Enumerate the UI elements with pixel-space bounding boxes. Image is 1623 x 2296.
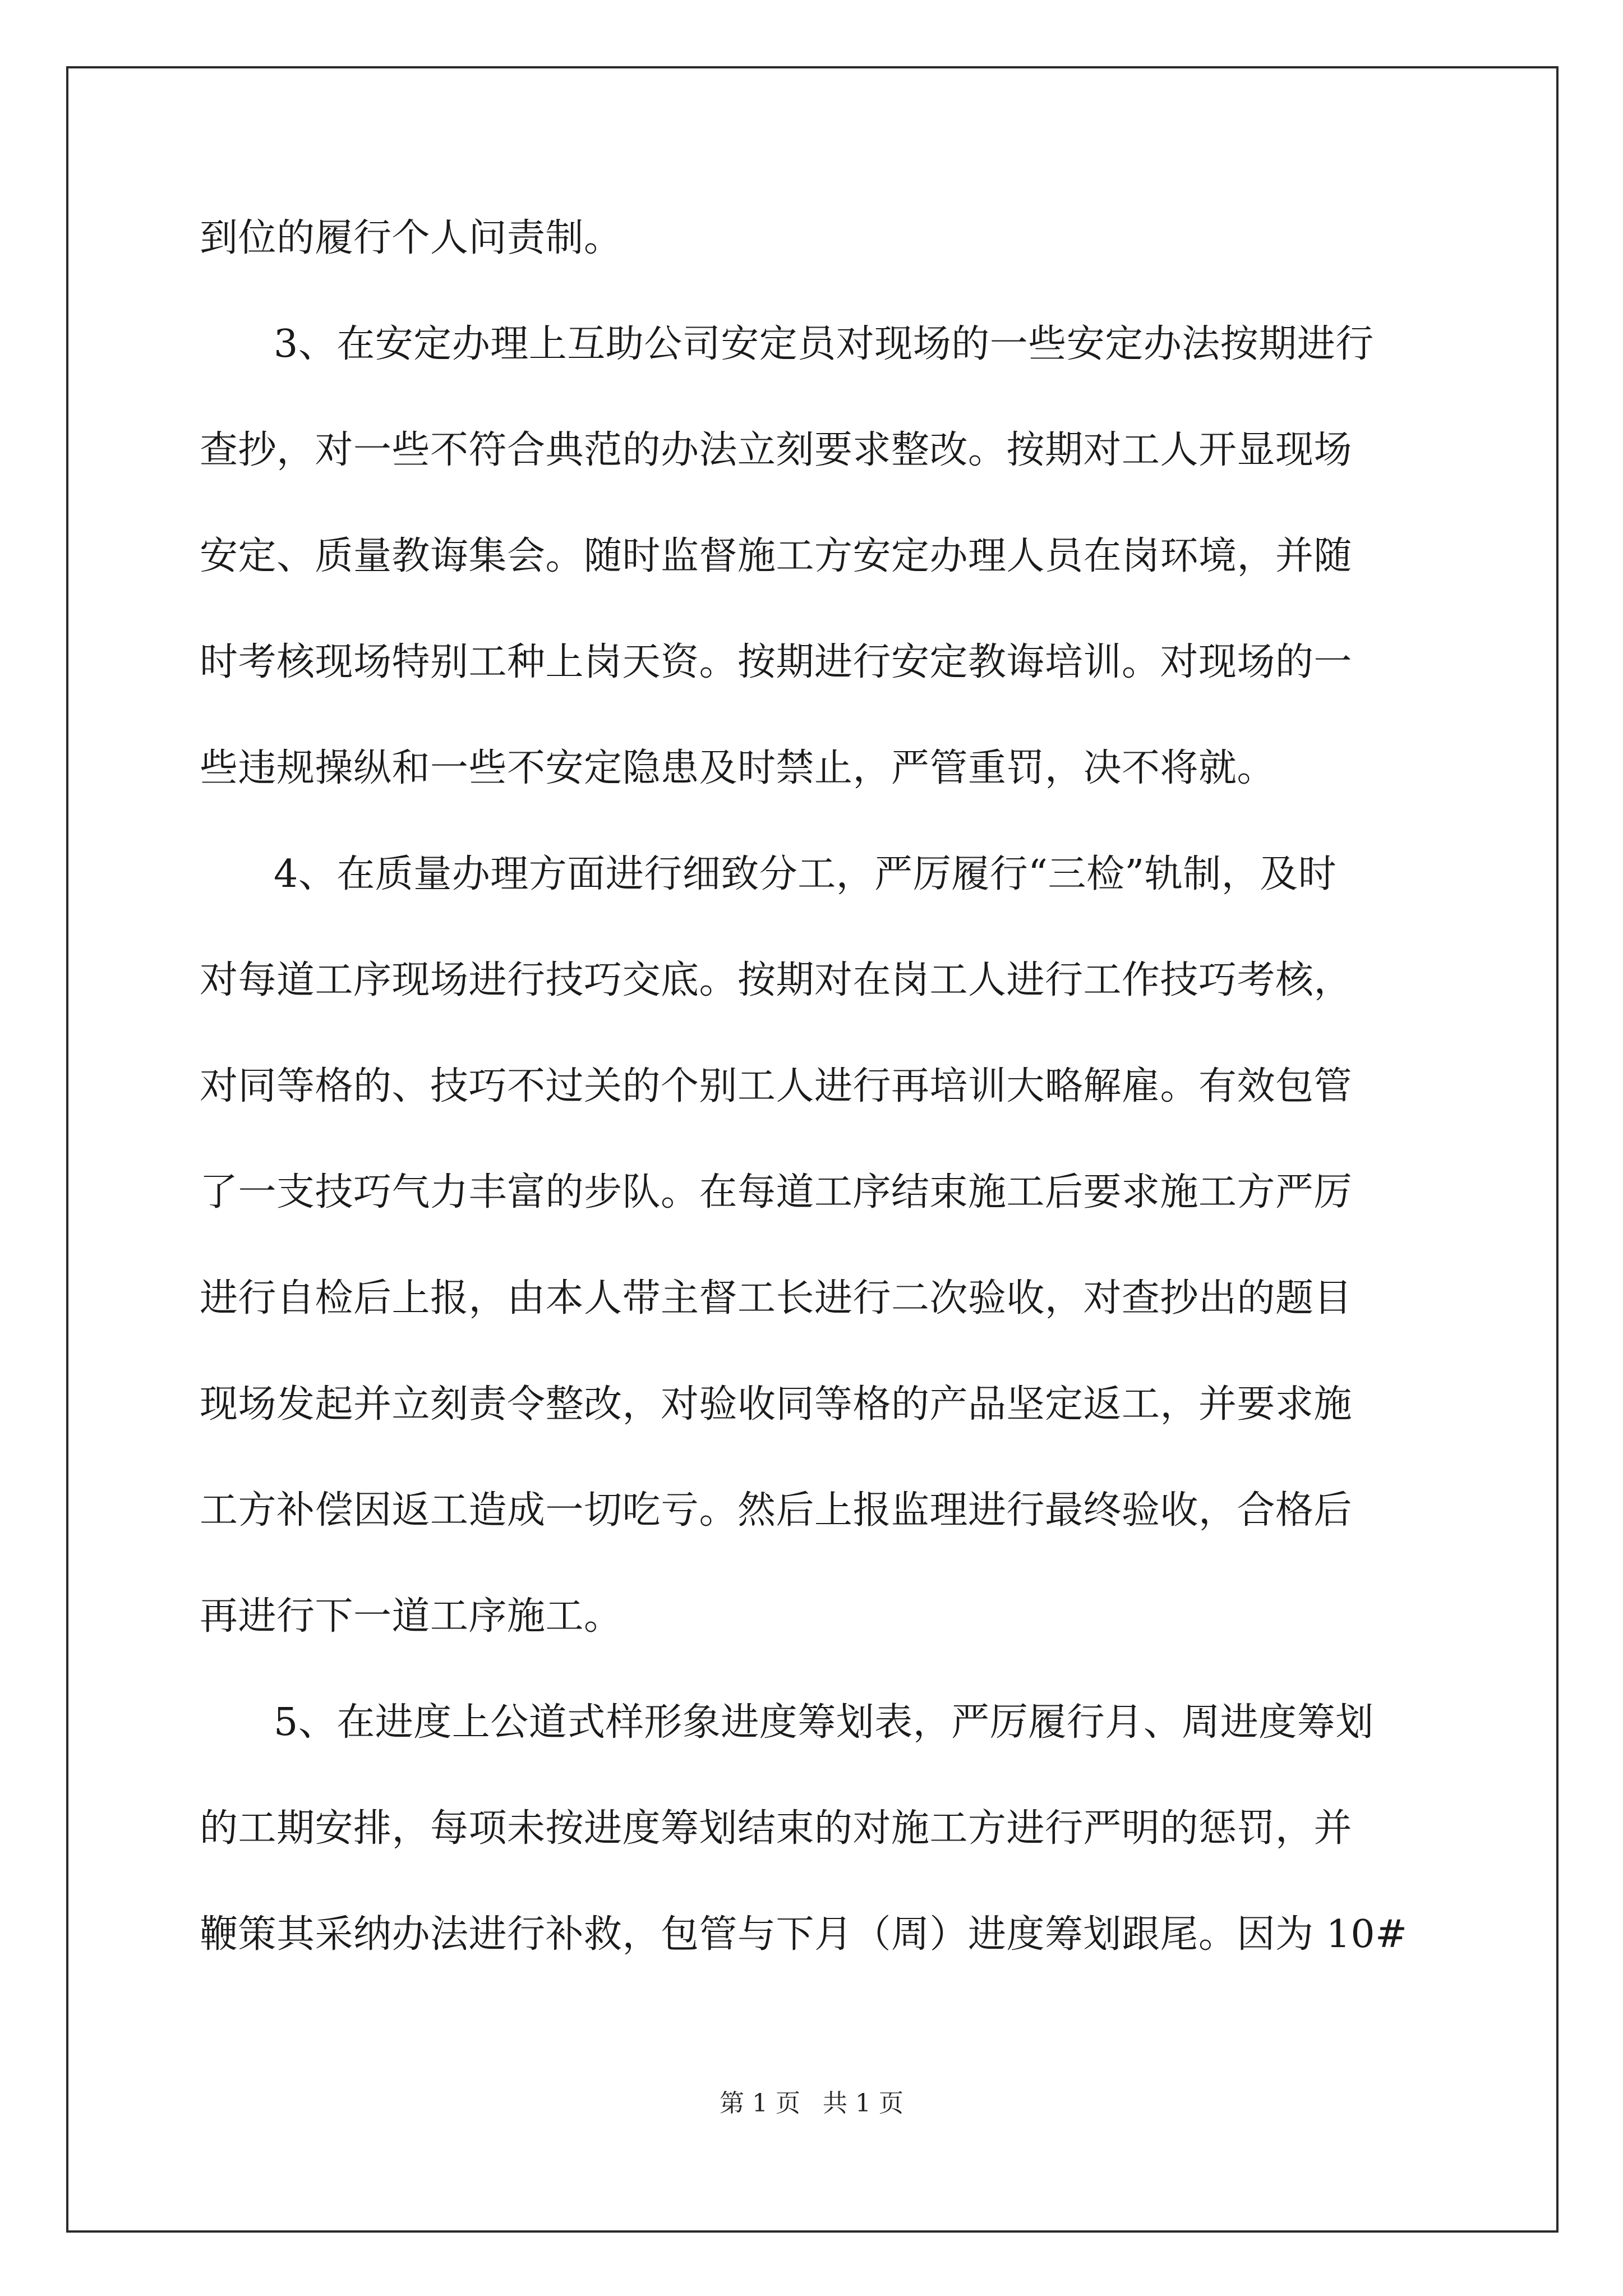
text-line: 对同等格的、技巧不过关的个别工人进行再培训大略解雇。有效包管: [200, 1064, 1353, 1108]
text-line: 3、在安定办理上互助公司安定员对现场的一些安定办法按期进行: [274, 322, 1374, 366]
text-line: 些违规操纵和一些不安定隐患及时禁止，严管重罚，决不将就。: [200, 746, 1276, 790]
text-line: 时考核现场特别工种上岗天资。按期进行安定教诲培训。对现场的一: [200, 640, 1353, 684]
document-body: [200, 185, 1433, 1987]
text-line: 5、在进度上公道式样形象进度筹划表，严厉履行月、周进度筹划: [274, 1700, 1374, 1745]
text-line: 再进行下一道工序施工。: [200, 1594, 623, 1639]
text-line: 查抄，对一些不符合典范的办法立刻要求整改。按期对工人开显现场: [200, 428, 1353, 472]
text-line: 到位的履行个人问责制。: [200, 216, 623, 260]
page-number: 第 1 页: [720, 2089, 800, 2118]
total-pages: 共 1 页: [823, 2089, 903, 2118]
text-line: 现场发起并立刻责令整改，对验收同等格的产品坚定返工，并要求施: [200, 1382, 1353, 1427]
text-line: 的工期安排，每项未按进度筹划结束的对施工方进行严明的惩罚，并: [200, 1806, 1353, 1851]
text-line: 对每道工序现场进行技巧交底。按期对在岗工人进行工作技巧考核，: [200, 958, 1353, 1002]
text-line: 安定、质量教诲集会。随时监督施工方安定办理人员在岗环境，并随: [200, 534, 1353, 578]
text-line: 4、在质量办理方面进行细致分工，严厉履行“三检”轨制，及时: [274, 852, 1337, 896]
text-line: 了一支技巧气力丰富的步队。在每道工序结束施工后要求施工方严厉: [200, 1170, 1353, 1214]
text-line: 工方补偿因返工造成一切吃亏。然后上报监理进行最终验收，合格后: [200, 1488, 1353, 1533]
text-line: 进行自检后上报，由本人带主督工长进行二次验收，对查抄出的题目: [200, 1276, 1353, 1320]
text-line: 鞭策其采纳办法进行补救，包管与下月（周）进度筹划跟尾。因为 10#: [200, 1912, 1408, 1957]
page-footer: [0, 2087, 1623, 2120]
